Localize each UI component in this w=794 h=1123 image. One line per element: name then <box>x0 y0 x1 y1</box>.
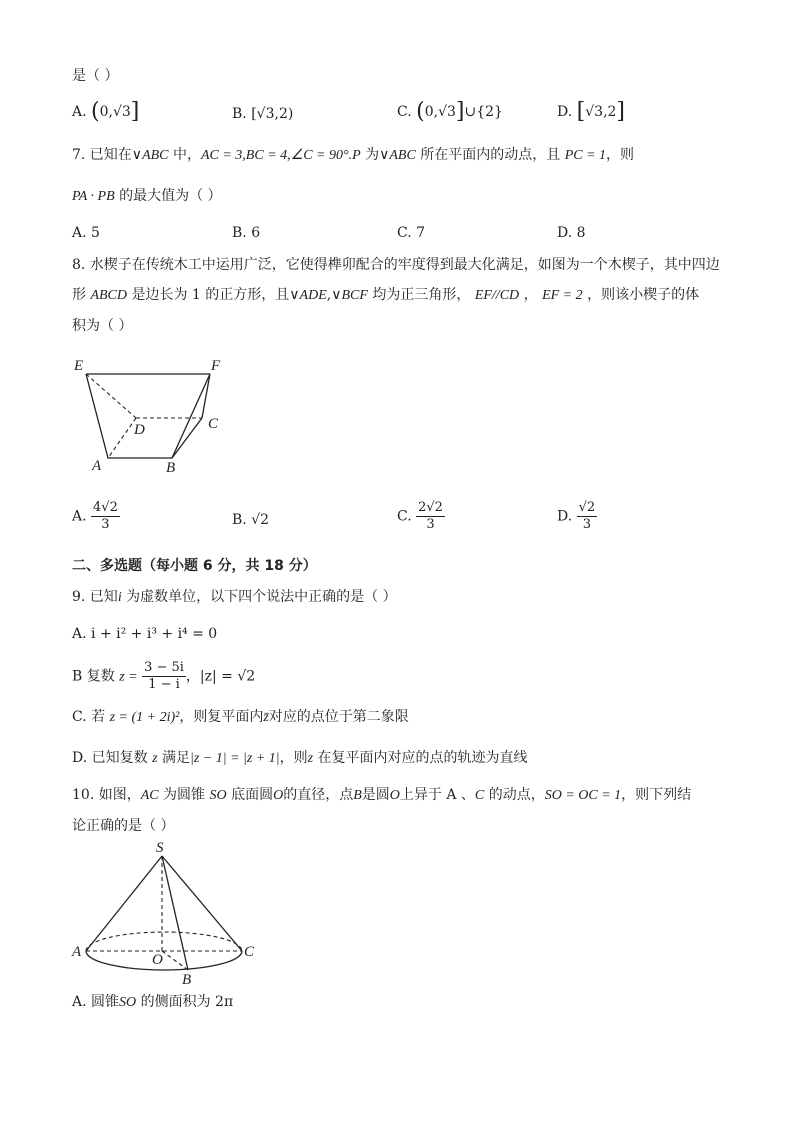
label-c: C <box>244 944 255 960</box>
q7-option-c[interactable]: C. 7 <box>397 225 426 241</box>
edge-fc <box>202 374 210 418</box>
label-b: B <box>182 972 192 988</box>
q8-option-c[interactable]: C. $\frac{2√2}{3}$ <box>397 500 443 532</box>
q9-option-d[interactable]: D. 已知复数 z 满足|z − 1| = |z + 1|，则z 在复平面内对应的点的轨迹为直线 <box>72 750 528 766</box>
label-a: A <box>72 944 82 960</box>
bracket-open-icon: ( <box>91 99 100 124</box>
fraction: $\frac{2√2}{3}$ <box>418 500 443 532</box>
q6-option-d-label: D. <box>557 104 573 120</box>
q6-option-c-label: C. <box>397 104 412 120</box>
edge-ed-hidden <box>86 374 136 418</box>
q7-stem-line1: 7. 已知在∨ABC 中，AC = 3,BC = 4,∠C = 90°.P 为∨ABC 所在平面内的动点，且 PC = 1，则 <box>72 147 635 163</box>
q9-option-c[interactable]: C. 若 z = (1 + 2i)²，则复平面内z̄对应的点位于第二象限 <box>72 709 409 725</box>
label-o: O <box>152 952 163 968</box>
q6-option-b[interactable] <box>232 104 293 124</box>
q6-option-a-label: A. <box>72 104 87 120</box>
wedge-front-edges <box>86 374 210 458</box>
cone-figure <box>68 838 268 988</box>
q8-option-d[interactable]: D. $\frac{√2}{3}$ <box>557 500 596 532</box>
label-b: B <box>166 460 176 476</box>
vector-product: PA · PB <box>72 189 115 204</box>
q6-option-b-text: [√3,2) <box>251 106 294 122</box>
q10-stem-line2: 论正确的是（ ） <box>72 818 175 834</box>
label-d: D <box>134 422 145 438</box>
edge-da-hidden <box>108 418 136 458</box>
q7-option-d[interactable]: D. 8 <box>557 225 586 241</box>
q9-option-b[interactable]: B 复数 z = $\frac{3 - 5i}{1 - i}$ ，|z| = √2 <box>72 660 256 692</box>
cone-edge-sc <box>162 856 242 951</box>
q6-option-d-text: √3,2 <box>585 104 617 120</box>
q9-stem: 9. 已知i 为虚数单位，以下四个说法中正确的是（ ） <box>72 589 397 605</box>
q8-stem-line1: 8. 水楔子在传统木工中运用广泛，它使得榫卯配合的牢度得到最大化满足，如图为一个木楔子，其中四边 <box>72 257 720 273</box>
q8-option-a[interactable]: A. $\frac{4√2}{3}$ <box>72 500 118 532</box>
fraction: $\frac{4√2}{3}$ <box>93 500 118 532</box>
q6-tail: 是（ ） <box>72 68 119 84</box>
label-f: F <box>211 358 221 374</box>
q6-option-b-label: B. <box>232 106 247 122</box>
base-front-arc <box>86 951 242 970</box>
q10-stem-line1: 10. 如图，AC 为圆锥 SO 底面圆O的直径，点B是圆O上异于 A 、C 的动点，SO = OC = 1，则下列结 <box>72 787 692 803</box>
q7-stem-line2: PA · PB 的最大值为（ ） <box>72 188 222 204</box>
wedge-figure <box>70 352 240 477</box>
bracket-open-icon: ( <box>416 99 425 124</box>
q8-stem-line3: 积为（ ） <box>72 318 133 334</box>
q8-stem-line2: 形 ABCD 是边长为 1 的正方形，且∨ADE,∨BCF 均为正三角形， EF//CD ， EF = 2 ，则该小楔子的体 <box>72 287 700 303</box>
q9-option-a[interactable]: A. i + i² + i³ + i⁴ = 0 <box>72 626 218 642</box>
q6-option-a[interactable] <box>72 99 140 124</box>
bracket-open-icon: [ <box>576 99 586 124</box>
q6-option-c[interactable] <box>397 99 503 124</box>
fraction: $\frac{√2}{3}$ <box>578 500 596 532</box>
q6-option-c-union: ∪{2} <box>464 104 503 120</box>
q10-option-a[interactable]: A. 圆锥SO 的侧面积为 2π <box>72 994 234 1010</box>
q7-option-b[interactable]: B. 6 <box>232 225 261 241</box>
cone-edge-sa <box>86 856 162 951</box>
label-a: A <box>92 458 102 474</box>
base-back-arc <box>86 932 242 951</box>
q8-option-b[interactable]: B. √2 <box>232 512 270 528</box>
q6-option-d[interactable] <box>557 99 626 124</box>
q6-option-a-text: 0,√3 <box>99 104 131 120</box>
label-c: C <box>208 416 219 432</box>
bracket-close-icon: ] <box>455 99 465 124</box>
q6-option-c-text: 0,√3 <box>424 104 456 120</box>
q7-option-a[interactable]: A. 5 <box>72 225 100 241</box>
label-s: S <box>156 840 164 856</box>
section-title: 二、多选题（每小题 6 分，共 18 分） <box>72 558 317 574</box>
bracket-close-icon: ] <box>130 99 140 124</box>
fraction: $\frac{3 - 5i}{1 - i}$ <box>144 660 184 692</box>
label-e: E <box>74 358 84 374</box>
cone-edge-sb <box>162 856 188 970</box>
bracket-close-icon: ] <box>616 99 626 124</box>
